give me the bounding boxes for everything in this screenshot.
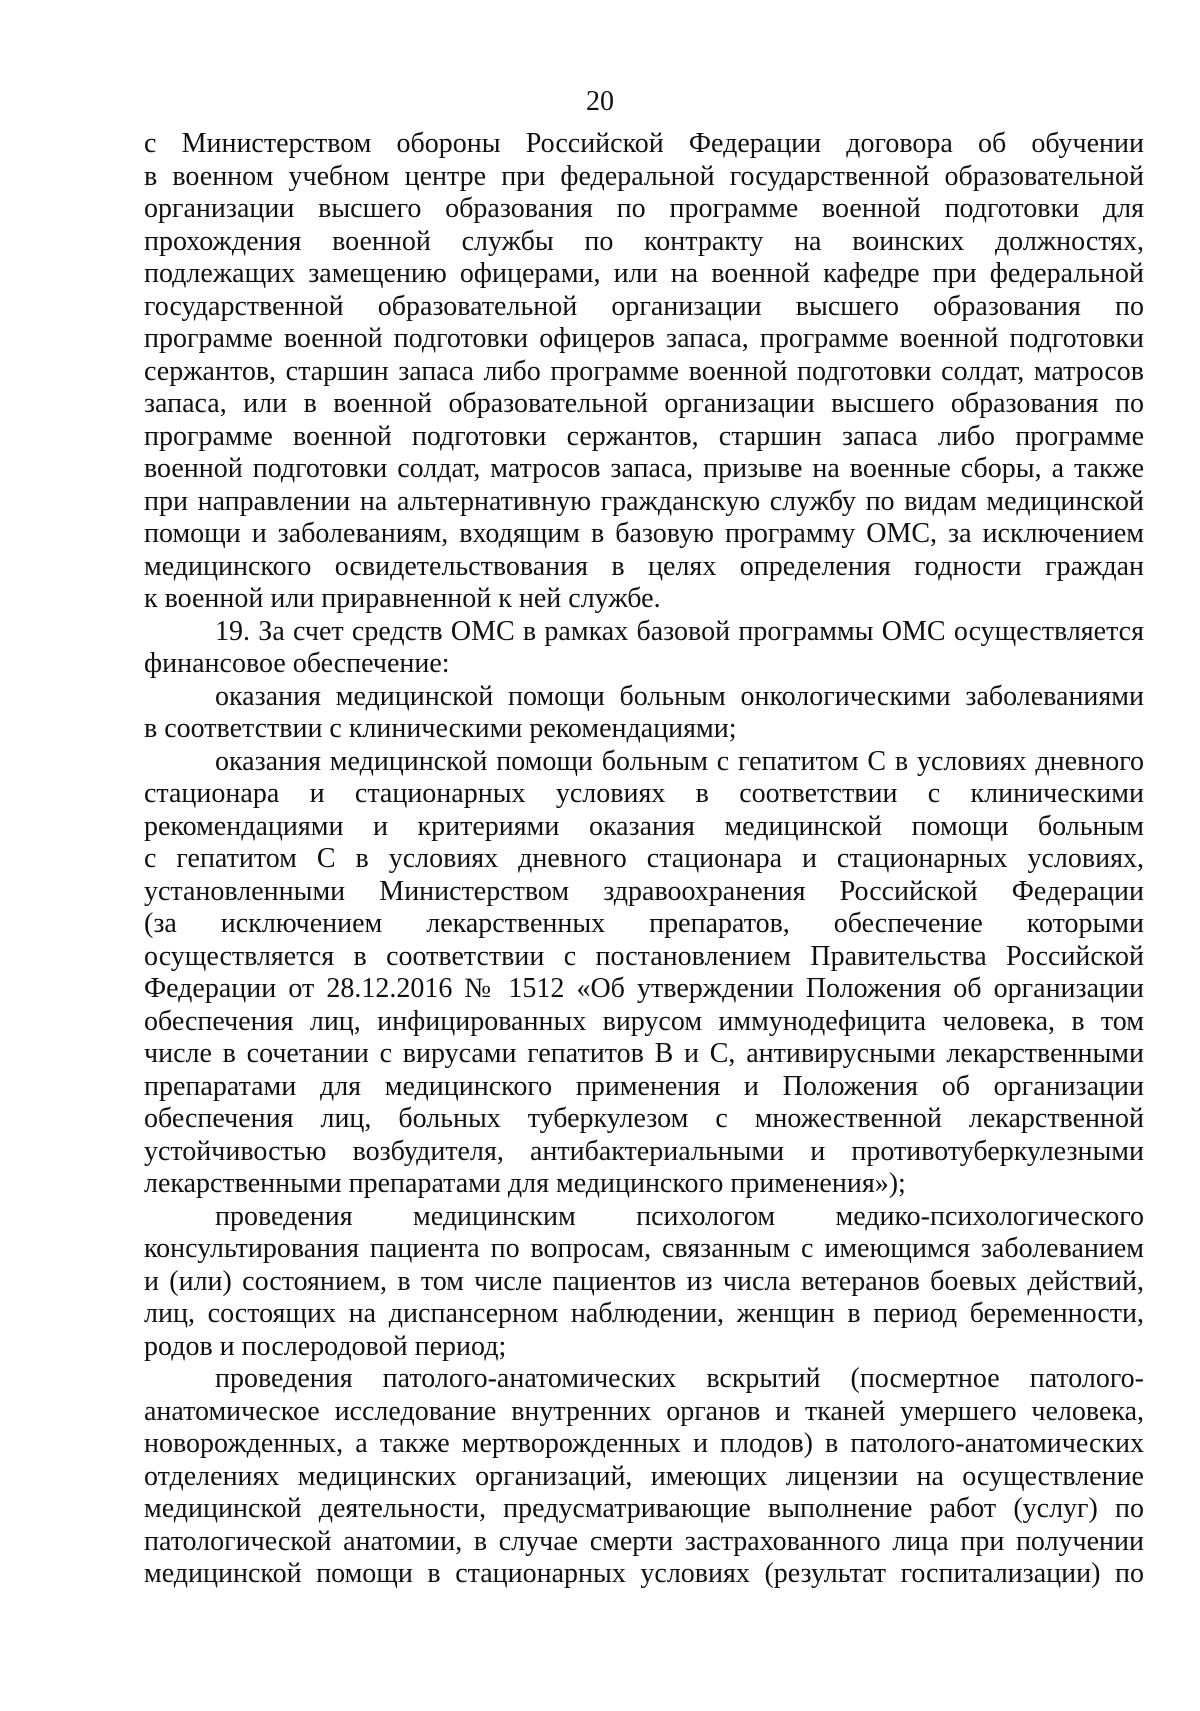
- text-line: лекарственными препаратами для медицинского применения»);: [144, 1168, 906, 1199]
- text-line: установленными Министерством здравоохранения Российской Федерации: [144, 875, 1144, 907]
- text-line: осуществляется в соответствии с постановлением Правительства Российской: [144, 940, 1144, 972]
- text-line: 19. За счет средств ОМС в рамках базовой программы ОМС осуществляется: [215, 615, 1144, 647]
- text-line: числе в сочетании с вирусами гепатитов В и С, антивирусными лекарственными: [144, 1038, 1144, 1069]
- page-number: 20: [586, 86, 614, 117]
- text-line: анатомическое исследование внутренних органов и тканей умершего человека,: [144, 1395, 1144, 1427]
- text-line: организации высшего образования по программе военной подготовки для: [144, 193, 1144, 224]
- text-line: военной подготовки солдат, матросов запаса, призыве на военные сборы, а также: [144, 453, 1144, 484]
- text-line: родов и послеродовой период;: [144, 1330, 507, 1362]
- text-line: помощи и заболеваниям, входящим в базовую программу ОМС, за исключением: [144, 518, 1144, 549]
- text-line: устойчивостью возбудителя, антибактериальными и противотуберкулезными: [144, 1135, 1144, 1167]
- text-line: в военном учебном центре при федеральной государственной образовательной: [144, 160, 1144, 192]
- text-line: новорожденных, а также мертворожденных и плодов) в патолого-анатомических: [144, 1428, 1144, 1459]
- text-line: отделениях медицинских организаций, имеющих лицензии на осуществление: [144, 1460, 1144, 1492]
- text-line: прохождения военной службы по контракту на воинских должностях,: [144, 225, 1144, 257]
- text-line: подлежащих замещению офицерами, или на военной кафедре при федеральной: [144, 258, 1144, 289]
- text-line: консультирования пациента по вопросам, связанным с имеющимся заболеванием: [144, 1233, 1144, 1264]
- text-line: рекомендациями и критериями оказания медицинской помощи больным: [144, 810, 1144, 842]
- text-line: медицинского освидетельствования в целях определения годности граждан: [144, 550, 1144, 582]
- text-line: обеспечения лиц, больных туберкулезом с множественной лекарственной: [144, 1103, 1144, 1134]
- text-line: с гепатитом С в условиях дневного стационара и стационарных условиях,: [144, 843, 1144, 874]
- text-line: препаратами для медицинского применения и Положения об организации: [144, 1070, 1144, 1102]
- text-line: запаса, или в военной образовательной организации высшего образования по: [144, 388, 1144, 419]
- text-line: программе военной подготовки сержантов, старшин запаса либо программе: [144, 420, 1144, 452]
- text-line: при направлении на альтернативную гражданскую службу по видам медицинской: [144, 485, 1144, 517]
- text-line: оказания медицинской помощи больным с гепатитом С в условиях дневного: [215, 745, 1144, 777]
- text-line: патологической анатомии, в случае смерти застрахованного лица при получении: [144, 1525, 1144, 1557]
- text-line: (за исключением лекарственных препаратов, обеспечение которыми: [144, 908, 1144, 939]
- text-line: оказания медицинской помощи больным онкологическими заболеваниями: [215, 680, 1144, 712]
- text-line: финансовое обеспечение:: [144, 648, 450, 679]
- text-line: Федерации от 28.12.2016 № 1512 «Об утверждении Положения об организации: [144, 973, 1144, 1004]
- text-line: к военной или приравненной к ней службе.: [144, 583, 661, 614]
- text-line: проведения патолого-анатомических вскрытий (посмертное патолого-: [215, 1363, 1144, 1394]
- text-line: с Министерством обороны Российской Федерации договора об обучении: [144, 128, 1144, 159]
- document-body-text: [144, 128, 1144, 1591]
- text-line: государственной образовательной организации высшего образования по: [144, 290, 1144, 322]
- text-line: программе военной подготовки офицеров запаса, программе военной подготовки: [144, 323, 1144, 354]
- text-line: проведения медицинским психологом медико-психологического: [215, 1200, 1144, 1232]
- text-line: стационара и стационарных условиях в соответствии с клиническими: [144, 778, 1144, 809]
- text-line: медицинской помощи в стационарных условиях (результат госпитализации) по: [144, 1558, 1144, 1589]
- text-line: и (или) состоянием, в том числе пациентов из числа ветеранов боевых действий,: [144, 1265, 1144, 1297]
- text-line: обеспечения лиц, инфицированных вирусом иммунодефицита человека, в том: [144, 1005, 1144, 1037]
- text-line: в соответствии с клиническими рекомендациями;: [144, 713, 737, 744]
- text-line: лиц, состоящих на диспансерном наблюдении, женщин в период беременности,: [144, 1298, 1144, 1329]
- text-line: медицинской деятельности, предусматривающие выполнение работ (услуг) по: [144, 1493, 1144, 1524]
- text-line: сержантов, старшин запаса либо программе военной подготовки солдат, матросов: [144, 355, 1144, 387]
